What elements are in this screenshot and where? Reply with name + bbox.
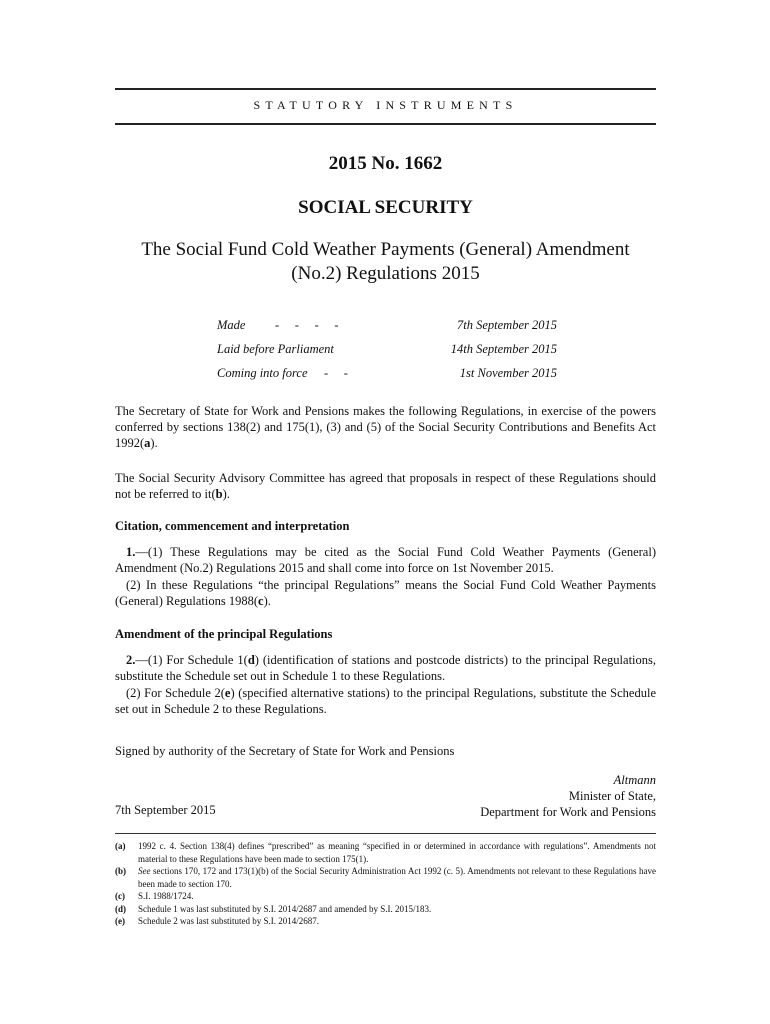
section-text-end: ). <box>263 594 271 608</box>
preamble-paragraph-2 <box>115 470 656 502</box>
footnote-key: (c) <box>115 891 125 901</box>
footnote-ref-b[interactable]: b <box>215 487 223 501</box>
section-2-paragraph-1 <box>115 652 656 684</box>
section-2-paragraph-2 <box>115 685 656 717</box>
footnote-text: Schedule 1 was last substituted by S.I. 2014/2687 and amended by S.I. 2015/183. <box>138 903 432 914</box>
date-row-made <box>217 318 557 342</box>
section-text: —(1) For Schedule 1( <box>135 653 248 667</box>
footnote-text: Schedule 2 was last substituted by S.I. 2014/2687. <box>138 916 319 926</box>
title-line-2: (No.2) Regulations 2015 <box>291 263 480 284</box>
footnote-key: (a) <box>115 841 126 851</box>
footnote-key: (d) <box>115 903 126 914</box>
date-label: Coming into force <box>217 366 308 380</box>
footnote-ref-a[interactable]: a <box>144 436 151 450</box>
signatory-name: Altmann <box>613 773 656 787</box>
section-2-heading: Amendment of the principal Regulations <box>115 627 333 641</box>
signature-block <box>480 772 656 820</box>
footnote-ref-c[interactable]: c <box>258 594 264 608</box>
section-text-end: ) (specified alternative stations) to the principal Regulations, substitute the Schedule set out in Schedule 2 to these Regulations. <box>115 686 656 716</box>
section-1-paragraph-1 <box>115 544 656 576</box>
signed-by-line: Signed by authority of the Secretary of State for Work and Pensions <box>115 744 455 758</box>
footnote-ref-e[interactable]: e <box>224 686 231 700</box>
header-top-rule <box>115 88 656 90</box>
footnote-c <box>115 890 656 903</box>
footnotes <box>115 840 656 928</box>
footnote-text: sections 170, 172 and 173(1)(b) of the Social Security Administration Act 1992 (c. 5). Amendments not relevant to these Regulations have been made to section 170. <box>138 866 656 889</box>
preamble-paragraph-1 <box>115 403 656 451</box>
section-text: (2) For Schedule 2( <box>126 686 225 700</box>
regulations-title <box>100 238 671 286</box>
header-bottom-rule <box>115 123 656 125</box>
signatory-department: Department for Work and Pensions <box>480 805 656 819</box>
footnote-italic: See <box>138 866 151 876</box>
section-1-paragraph-2 <box>115 577 656 609</box>
footnote-d <box>115 903 656 916</box>
leader-dashes: - - - - <box>275 318 339 332</box>
date-label: Laid before Parliament <box>217 342 334 356</box>
title-line-1: The Social Fund Cold Weather Payments (General) Amendment <box>141 239 630 260</box>
series-heading: STATUTORY INSTRUMENTS <box>253 98 518 112</box>
section-number: 2. <box>126 653 136 667</box>
footnote-rule <box>115 833 656 834</box>
leader-dashes: - - <box>324 366 348 380</box>
preamble-text: The Secretary of State for Work and Pensions makes the following Regulations, in exercise of the powers conferred by sections 138(2) and 175(1), (3) and (5) of the Social Security Contributions and Benefits Act 1992( <box>115 404 656 450</box>
signature-date: 7th September 2015 <box>115 803 216 817</box>
date-row-in-force <box>217 366 557 390</box>
subject-heading: SOCIAL SECURITY <box>298 197 473 218</box>
section-text-end: ) (identification of stations and postcode districts) to the principal Regulations, substitute the Schedule set out in Schedule 1 to these Regulations. <box>115 653 657 683</box>
instrument-number: 2015 No. 1662 <box>328 153 443 174</box>
preamble-text-end: ). <box>150 436 158 450</box>
section-text: —(1) These Regulations may be cited as the Social Fund Cold Weather Payments (General) Amendment (No.2) Regulations 2015 and shall come into force on 1st November 2015. <box>115 545 656 575</box>
preamble-text: The Social Security Advisory Committee has agreed that proposals in respect of these Regulations should not be referred to it( <box>115 471 656 501</box>
preamble-text-end: ). <box>222 487 230 501</box>
footnote-e <box>115 915 656 928</box>
footnote-key: (b) <box>115 866 126 876</box>
footnote-text: 1992 c. 4. Section 138(4) defines “prescribed” as meaning “specified in or determined in accordance with regulations”. Amendments not material to these Regulations have been made to section 175(1). <box>138 841 656 864</box>
footnote-a <box>115 840 656 865</box>
footnote-ref-d[interactable]: d <box>247 653 255 667</box>
signatory-role: Minister of State, <box>568 789 656 803</box>
footnote-text: S.I. 1988/1724. <box>138 891 194 901</box>
section-text: (2) In these Regulations “the principal Regulations” means the Social Fund Cold Weather Payments (General) Regulations 1988( <box>115 578 656 608</box>
footnote-key: (e) <box>115 916 125 926</box>
section-1-heading: Citation, commencement and interpretation <box>115 519 350 533</box>
dates-table <box>217 318 557 390</box>
date-row-laid <box>217 342 557 366</box>
section-number: 1. <box>126 545 136 559</box>
date-value: 1st November 2015 <box>459 366 557 380</box>
date-value: 7th September 2015 <box>457 318 557 332</box>
date-label: Made <box>217 318 246 332</box>
date-value: 14th September 2015 <box>450 342 557 356</box>
footnote-b <box>115 865 656 890</box>
